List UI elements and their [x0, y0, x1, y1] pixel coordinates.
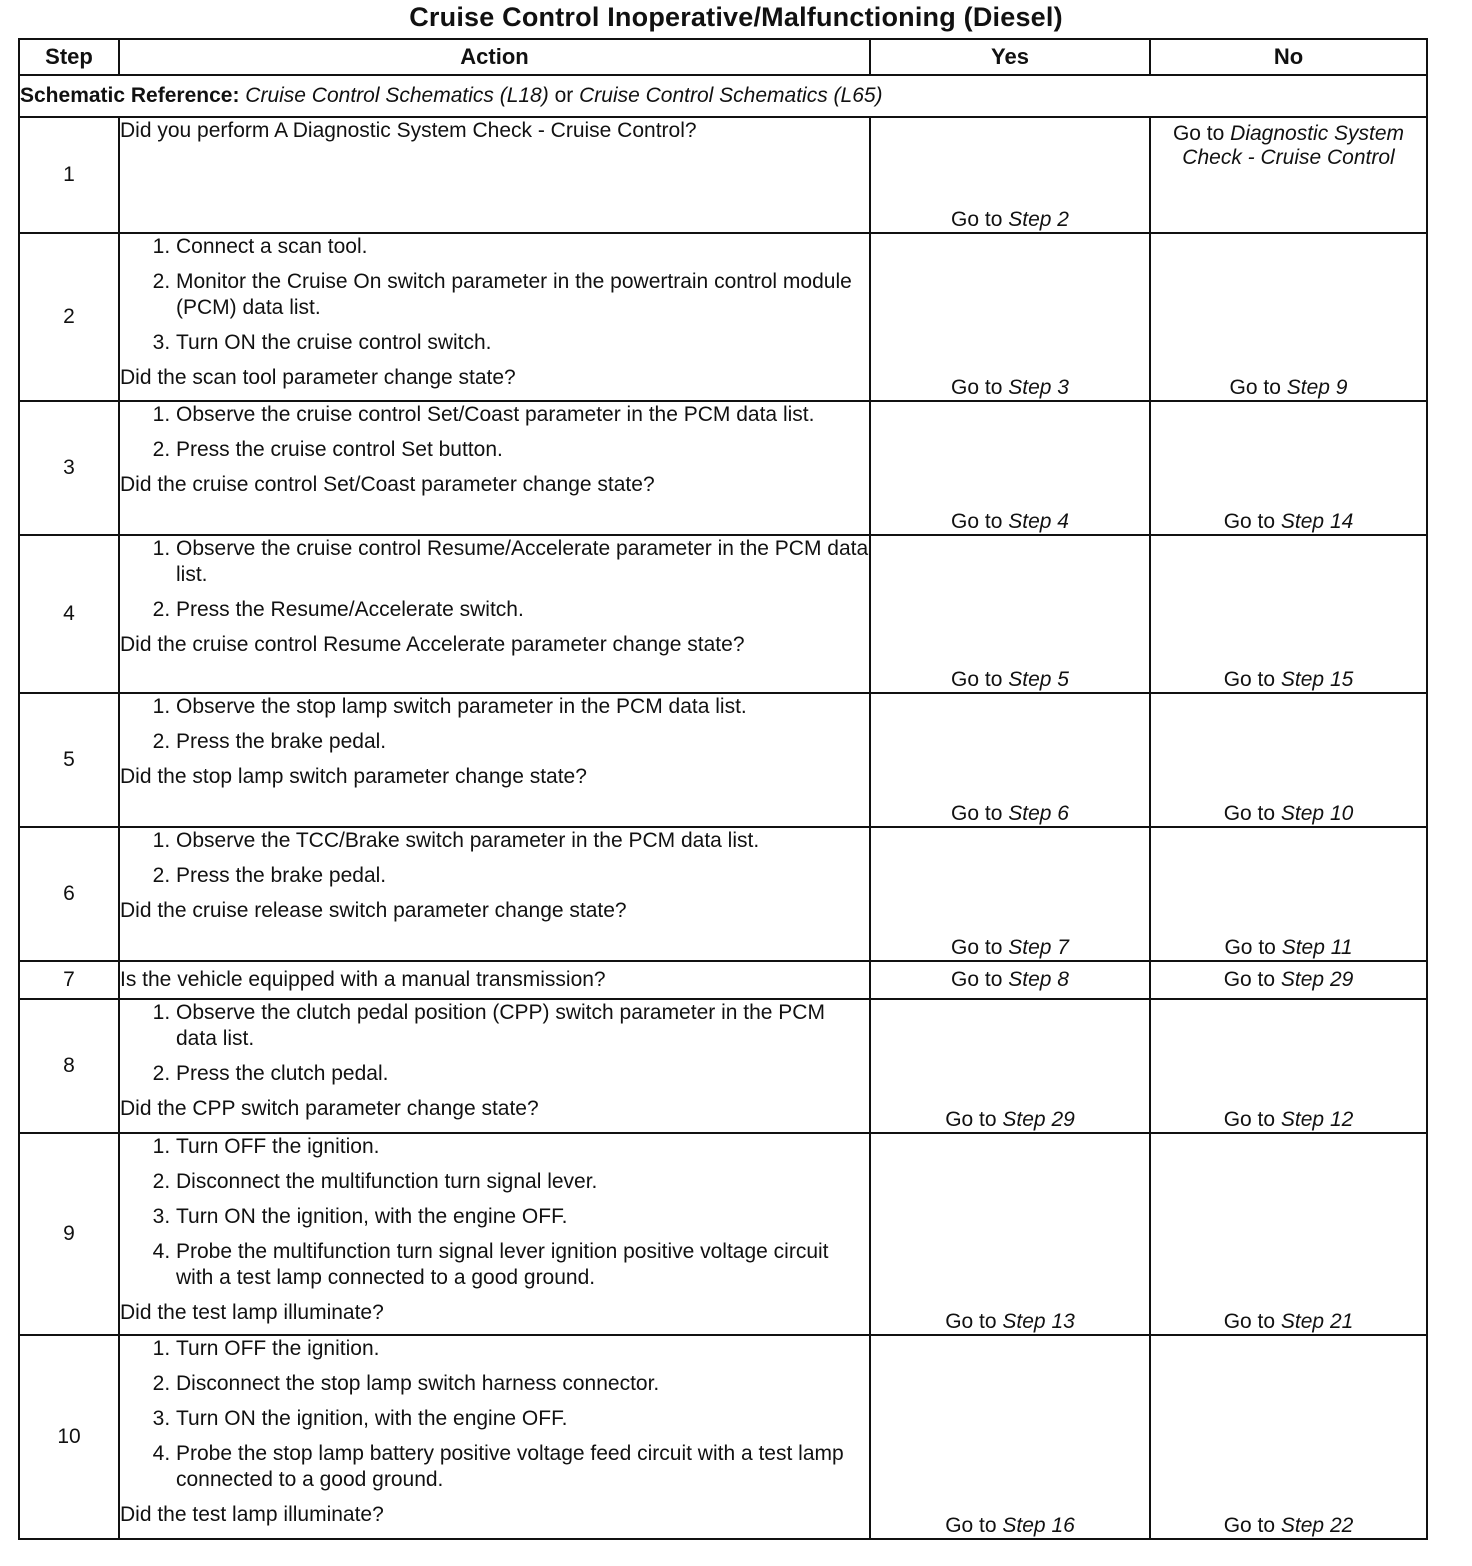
table-row	[19, 401, 1427, 535]
step-number: 7	[19, 961, 119, 999]
yes-target-link[interactable]: Step 2	[1008, 208, 1069, 231]
action-steps-list	[120, 1000, 869, 1087]
action-step-item: 1. Observe the cruise control Set/Coast parameter in the PCM data list.	[176, 402, 869, 428]
yes-result-cell	[870, 693, 1150, 827]
go-to-prefix: Go to	[951, 968, 1003, 991]
table-row	[19, 827, 1427, 961]
go-to-prefix: Go to	[1229, 376, 1281, 399]
step-number: 6	[19, 827, 119, 961]
question-text: Did the scan tool parameter change state?	[120, 366, 516, 389]
no-target-link[interactable]: Step 9	[1286, 376, 1348, 399]
action-steps-list	[120, 234, 869, 356]
step-number: 2	[19, 233, 119, 401]
action-step-item: 2. Disconnect the stop lamp switch harness connector.	[176, 1371, 869, 1397]
yes-target-link[interactable]: Step 5	[1008, 668, 1069, 691]
go-to-prefix: Go to	[945, 1514, 997, 1537]
action-step-item: 2. Press the cruise control Set button.	[176, 437, 869, 463]
action-cell	[119, 117, 870, 233]
table-row	[19, 535, 1427, 693]
schematic-link-l18[interactable]: Cruise Control Schematics (L18)	[245, 84, 549, 107]
yes-result-cell	[870, 535, 1150, 693]
question-text: Did the cruise control Set/Coast parameter change state?	[120, 473, 655, 496]
yes-target-link[interactable]: Step 8	[1008, 968, 1069, 991]
yes-target-link[interactable]: Step 29	[1002, 1108, 1075, 1131]
go-to-prefix: Go to	[945, 1310, 997, 1333]
action-cell	[119, 999, 870, 1133]
step-number: 3	[19, 401, 119, 535]
header-yes: Yes	[870, 39, 1150, 75]
go-to-prefix: Go to	[945, 1108, 997, 1131]
schematic-reference	[19, 75, 1427, 117]
no-target-link[interactable]: Step 14	[1280, 510, 1354, 533]
no-target-link[interactable]: Step 21	[1280, 1310, 1354, 1333]
step-number: 10	[19, 1335, 119, 1539]
table-row	[19, 961, 1427, 999]
go-to-prefix: Go to	[1223, 968, 1276, 991]
question-text: Did the cruise control Resume Accelerate parameter change state?	[120, 633, 745, 656]
action-steps-list	[120, 694, 869, 755]
step-number: 9	[19, 1133, 119, 1335]
schematic-link-l65[interactable]: Cruise Control Schematics (L65)	[579, 84, 883, 107]
schematic-reference-row	[19, 75, 1427, 117]
action-cell	[119, 827, 870, 961]
header-row	[19, 39, 1427, 75]
go-to-prefix: Go to	[1224, 936, 1276, 959]
action-step-item: 2. Press the brake pedal.	[176, 863, 869, 889]
header-step: Step	[19, 39, 119, 75]
no-result-cell	[1150, 961, 1427, 999]
yes-result-cell	[870, 827, 1150, 961]
table-row	[19, 233, 1427, 401]
no-result-cell	[1150, 1133, 1427, 1335]
no-result-cell	[1150, 1335, 1427, 1539]
action-step-item: 4. Probe the multifunction turn signal lever ignition positive voltage circuit with a test lamp connected to a good ground.	[176, 1239, 869, 1291]
step-number: 8	[19, 999, 119, 1133]
table-row	[19, 693, 1427, 827]
action-cell	[119, 961, 870, 999]
action-cell	[119, 233, 870, 401]
no-result-cell	[1150, 117, 1427, 233]
question-text: Did the test lamp illuminate?	[120, 1503, 384, 1526]
go-to-prefix: Go to	[951, 510, 1003, 533]
no-result-cell	[1150, 233, 1427, 401]
action-step-item: 3. Turn ON the ignition, with the engine OFF.	[176, 1406, 869, 1432]
action-step-item: 3. Turn ON the ignition, with the engine OFF.	[176, 1204, 869, 1230]
action-step-item: 1. Observe the stop lamp switch parameter in the PCM data list.	[176, 694, 869, 720]
action-cell	[119, 401, 870, 535]
go-to-prefix: Go to	[1172, 122, 1225, 145]
no-result-cell	[1150, 827, 1427, 961]
action-step-item: 2. Press the brake pedal.	[176, 729, 869, 755]
yes-result-cell	[870, 999, 1150, 1133]
step-number: 5	[19, 693, 119, 827]
header-no: No	[1150, 39, 1427, 75]
yes-result-cell	[870, 961, 1150, 999]
no-result-cell	[1150, 401, 1427, 535]
no-result-cell	[1150, 999, 1427, 1133]
no-result-cell	[1150, 535, 1427, 693]
action-step-item: 1. Connect a scan tool.	[176, 234, 869, 260]
yes-target-link[interactable]: Step 4	[1008, 510, 1069, 533]
step-number: 4	[19, 535, 119, 693]
schematic-or: or	[554, 84, 574, 107]
page-title: Cruise Control Inoperative/Malfunctioning (Diesel)	[409, 2, 1063, 32]
question-text: Is the vehicle equipped with a manual transmission?	[120, 968, 606, 991]
action-steps-list	[120, 828, 869, 889]
yes-result-cell	[870, 233, 1150, 401]
action-step-item: 2. Press the Resume/Accelerate switch.	[176, 597, 869, 623]
table-row	[19, 1335, 1427, 1539]
question-text: Did the test lamp illuminate?	[120, 1301, 384, 1324]
action-steps-list	[120, 1134, 869, 1291]
action-step-item: 1. Observe the cruise control Resume/Accelerate parameter in the PCM data list.	[176, 536, 869, 588]
question-text: Did you perform A Diagnostic System Check - Cruise Control?	[120, 119, 697, 142]
go-to-prefix: Go to	[1223, 802, 1276, 825]
table-row	[19, 1133, 1427, 1335]
go-to-prefix: Go to	[1223, 510, 1276, 533]
action-step-item: 1. Observe the TCC/Brake switch parameter in the PCM data list.	[176, 828, 869, 854]
go-to-prefix: Go to	[951, 376, 1003, 399]
action-step-item: 4. Probe the stop lamp battery positive voltage feed circuit with a test lamp connected to a good ground.	[176, 1441, 869, 1493]
go-to-prefix: Go to	[1223, 1514, 1276, 1537]
question-text: Did the stop lamp switch parameter change state?	[120, 765, 587, 788]
table-row	[19, 999, 1427, 1133]
go-to-prefix: Go to	[951, 208, 1003, 231]
diagnostic-table	[18, 38, 1428, 1540]
action-steps-list	[120, 536, 869, 623]
go-to-prefix: Go to	[951, 936, 1003, 959]
no-target-link[interactable]: Step 12	[1280, 1108, 1354, 1131]
yes-target-link[interactable]: Step 6	[1008, 802, 1069, 825]
go-to-prefix: Go to	[951, 668, 1003, 691]
action-steps-list	[120, 1336, 869, 1493]
action-step-item: 3. Turn ON the cruise control switch.	[176, 330, 869, 356]
action-step-item: 1. Turn OFF the ignition.	[176, 1134, 869, 1160]
action-cell	[119, 535, 870, 693]
go-to-prefix: Go to	[1223, 1108, 1276, 1131]
action-step-item: 2. Disconnect the multifunction turn signal lever.	[176, 1169, 869, 1195]
yes-target-link[interactable]: Step 3	[1008, 376, 1069, 399]
no-target-link[interactable]: Diagnostic System Check - Cruise Control	[1182, 122, 1405, 169]
yes-result-cell	[870, 1133, 1150, 1335]
action-step-item: 2. Press the clutch pedal.	[176, 1061, 869, 1087]
action-step-item: 2. Monitor the Cruise On switch parameter in the powertrain control module (PCM) data list.	[176, 269, 869, 321]
action-cell	[119, 693, 870, 827]
action-step-item: 1. Observe the clutch pedal position (CPP) switch parameter in the PCM data list.	[176, 1000, 869, 1052]
yes-result-cell	[870, 1335, 1150, 1539]
action-step-item: 1. Turn OFF the ignition.	[176, 1336, 869, 1362]
yes-target-link[interactable]: Step 7	[1008, 936, 1069, 959]
no-target-link[interactable]: Step 22	[1280, 1514, 1354, 1537]
no-target-link[interactable]: Step 29	[1280, 968, 1354, 991]
yes-result-cell	[870, 117, 1150, 233]
question-text: Did the cruise release switch parameter change state?	[120, 899, 627, 922]
go-to-prefix: Go to	[951, 802, 1003, 825]
no-target-link[interactable]: Step 15	[1280, 668, 1354, 691]
action-cell	[119, 1133, 870, 1335]
action-cell	[119, 1335, 870, 1539]
yes-result-cell	[870, 401, 1150, 535]
no-result-cell	[1150, 693, 1427, 827]
yes-target-link[interactable]: Step 13	[1002, 1310, 1075, 1333]
go-to-prefix: Go to	[1223, 1310, 1276, 1333]
question-text: Did the CPP switch parameter change state?	[120, 1097, 539, 1120]
yes-target-link[interactable]: Step 16	[1002, 1514, 1075, 1537]
action-steps-list	[120, 402, 869, 463]
no-target-link[interactable]: Step 10	[1280, 802, 1354, 825]
schematic-label: Schematic Reference:	[20, 84, 240, 107]
go-to-prefix: Go to	[1223, 668, 1276, 691]
header-action: Action	[119, 39, 870, 75]
no-target-link[interactable]: Step 11	[1281, 936, 1353, 959]
step-number: 1	[19, 117, 119, 233]
table-row	[19, 117, 1427, 233]
